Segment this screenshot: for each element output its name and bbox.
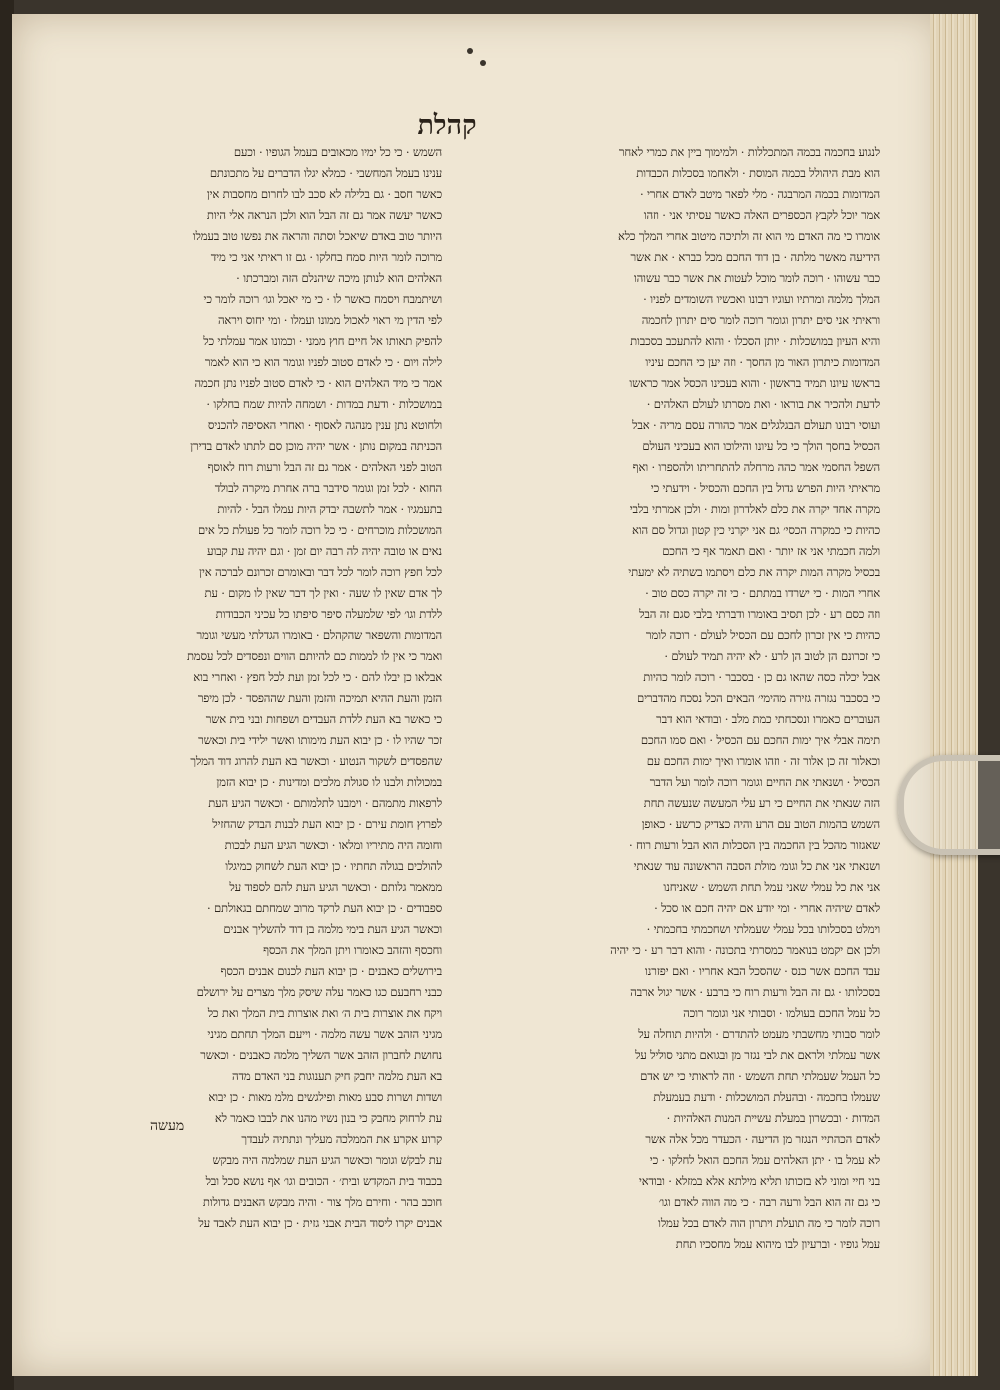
text-line: כאשר יעשה אמר גם זה הבל הוא ולכן הנראה אלי היות — [206, 208, 442, 222]
text-line: מרוכה לומר היות סמח בחלקו · גם זו ראיתי אני כי מיד — [210, 250, 442, 264]
text-line: האלהים הוא לנותן מיכה שיהנלם הזה ומברכתו · — [236, 271, 442, 285]
text-line: ולמה חכמתי אני אז יותר · ואם תאמר אף כי החכם — [662, 544, 880, 558]
text-line: אבלאו כן יבלו להם · כי לכל זמן ועת לכל חפץ · ואחרי בוא — [193, 670, 442, 684]
text-line: נחושת לחברון הזהב אשר השליך מלמה כאבנים · וכאשר — [200, 1048, 442, 1062]
text-line: כי כאשר בא העת ללדת העבדים ושפחות ובני בית אשר — [205, 712, 442, 726]
text-line: כאשר חסב · גם בלילה לא סכב לבו לחרום מחסבות אין — [206, 187, 442, 201]
text-line: שאגזור מהכל בין החכמה בין הסכלות הוא הבל ורעות רוח · — [628, 838, 880, 852]
paper-hole-mark — [480, 60, 486, 66]
text-line: העוברים כאמרו ונסכחתי כמת מלב · ובודאי הוא דבר — [656, 712, 880, 726]
text-line: לומר סבותי מחשבתי מעמט להתדרם · ולהיות תוחלה על — [638, 1027, 880, 1041]
text-line: היותר טוב באדם שיאכל וסתה והראה את נפשו טוב בעמלו — [192, 229, 442, 243]
text-line: ושנאתי אני את כל וגומ׳ מולת הסבה הראשונה עוד שנאתי — [633, 859, 880, 873]
text-line: מגיני הזהב אשר עשה מלמה · וייעם המלך תחתם מגיני — [207, 1027, 442, 1041]
text-line: במושכלות · ודעת במדות · ושמחה להיות שמח בחלקו · — [206, 397, 442, 411]
text-line: עת לבקשׁ וגומר וכאשר הגיע העת שמלמה היה מבקש — [212, 1153, 442, 1167]
text-line: ושדות ושרות סבע מאות ופילגשים מלמ מאות · כן יבוא — [208, 1090, 442, 1104]
text-line: שהפסדים לשקור הנטוע · וכאשר בא העת להרוג דוד המלך — [190, 754, 442, 768]
text-line: מקרה אחד יקרה את כלם לאלדרון ומות · ולכן אמרתי בלבי — [629, 502, 880, 516]
text-line: עבד החכם אשר כנס · שהסכל הבא אחריו · ואם יפזרנו — [644, 964, 880, 978]
text-line: השפל החסמי אמר כהה מרחלה להתחריתו ולהספרו · ואף — [632, 460, 880, 474]
text-line: ענינו בעמל המחשבי · כמלא יגלו הדברים על מתכונתם — [209, 166, 442, 180]
text-line: המדומות והשפאר שהקהלם · באומרו הגדלתי מעשי וגומר — [196, 628, 442, 642]
text-line: להפיק תאותו אל חיים חוץ ממני · וכמונו אמר עמלתי כל — [203, 334, 442, 348]
text-line: הידיעה מאשר מלתה · בן דוד החכם מכל כברא · את אשר — [630, 250, 880, 264]
text-line: אמר כי מיד האלהים הוא · כי לאדם סטוב לפניו נתן חכמה — [194, 376, 442, 390]
left-text-column — [92, 142, 442, 1234]
text-line: קרוע אקרע את הממלכה מעליך ונתתיה לעבדך — [241, 1132, 442, 1146]
text-line: לא עמל בו · יתן האלהים עמל החכם הואל לחלקו · כי — [649, 1153, 880, 1167]
text-line: כהיות כי כמקרה הכסי׳ גם אני יקרני כין קטון וגדול סם הוא — [632, 523, 880, 537]
text-line: הכסיל · ושנאתי את החיים וגומר רוכה לומר ועל הדבר — [649, 775, 880, 789]
text-line: הכסיל בחסך הולך כי כל עיונו והילוכו הוא בעכיני העולם — [642, 439, 880, 453]
text-line: ספבודים · כן יבוא העת לרקד מרוב שמחתם בגאולתם · — [206, 901, 442, 915]
text-line: המושכלות מוכרחים · כי כל רוכה לומר כל פעולת כל אים — [198, 523, 442, 537]
text-line: בכבוד בית המקדש ובית׳ · הכובים וגו׳ אף נושא סכל ובל — [205, 1174, 442, 1188]
text-line: אבל יכלה כסה שהאו גם כן · בסכבר · רוכה לומר כהיות — [643, 670, 880, 684]
paper-hole-mark — [467, 48, 473, 54]
text-line: להולכים בגולה תחתיו · כן יבוא העת לשחוק כמיגלו — [225, 859, 442, 873]
running-header: קהלת — [417, 110, 477, 141]
text-line: לפי הדין מי ראוי לאכול ממונו ועמלו · ומי יחוס ויראה — [217, 313, 442, 327]
text-line: ועוסי רבונו תעולם הבגלגלים אמר כהורה עסם מריה · אבל — [632, 418, 880, 432]
text-line: ללדת וגו׳ לפי שלמעלה סיפר סיפתו כל עכיני הכבודות — [215, 607, 442, 621]
text-line: אבנים יקרו ליסוד הבית אבני גזית · כן יבוא העת לאבד על — [198, 1216, 442, 1230]
text-line: הזמן והעת ההיא תמיכה והזמן והעת שההפסד · לכן מיפר — [197, 691, 442, 705]
text-line: בירושלים כאבנים · כן יבוא העת לכנום אבנים הכסף — [220, 964, 442, 978]
text-line: לאדם שיהיה אחרי · ומי יודע אם יהיה חכם או סכל · — [654, 901, 880, 915]
text-line: השמש · כי כל ימיו מכאובים בעמל הגופיו · וכעם — [233, 145, 442, 159]
text-line: כי זכרונם הן לטוב הן לרע · לא יהיה תמיד לעולם · — [664, 649, 880, 663]
text-line: לנגוע בחכמה בכמה המתכללות · ולמימוך ביין את כמרי לאחר — [618, 145, 880, 159]
text-line: חוכב בהר · וחירם מלך צור · והיה מבקש האבנים גדולות — [202, 1195, 442, 1209]
page-clip — [898, 755, 1000, 855]
text-line: החוא · לכל זמן וגומר סידבר ברה אחרת מיקרה לבולד — [214, 481, 442, 495]
text-line: ושיתמבח ויסמח כאשר לו · כי מי יאכל וגו׳ רוכה לומר כי — [203, 292, 442, 306]
catchword: מעשה — [150, 1118, 185, 1134]
text-line: בני חיי ומוני לא בזכותו תליא מילתא אלא במזלא · ובודאי — [638, 1174, 880, 1188]
text-line: בסכלותו · גם זה הבל ורעות רוח כי ברבע · אשר יגול ארבה — [630, 985, 880, 999]
text-line: כבר עשוהו · רוכה לומר מוכל לעטות את אשר כבר עשוהו — [633, 271, 880, 285]
text-line: רוכה לומר כי מה תועלת ויתרון הוה לאדם בכל עמלו — [658, 1216, 880, 1230]
text-line: שעמלו בחכמה · ובהעלת המושכלות · ודעת בעמעלת — [653, 1090, 880, 1104]
text-line: אמר יוכל לקבץ הכספרים האלה כאשר עסיתי אני · וזהו — [643, 208, 880, 222]
text-line: אומרו כי מה האדם מי הוא זה ולתיכה מיטוב אחרי המלך כלא — [617, 229, 880, 243]
text-line: בא העת מלמה יחבק חיק תענוגות בני האדם מדה — [232, 1069, 442, 1083]
text-line: לאדם הכהתיי הנגזר מן הדיעה · הכעדר מכל אלה אשר — [645, 1132, 880, 1146]
text-line: לילה ויום · כי לאדם סטוב לפניו וגומר הוא כי הוא לאמר — [204, 355, 442, 369]
text-line: ולכן אם יקמט בנואמר כמסרתי בתכונה · והוא דבר רע · כי יהיה — [610, 943, 880, 957]
text-line: בתעמגיו · אמר לתשבה יבדק היות עמלו הבל · להיות — [217, 502, 442, 516]
text-line: הוא מבת היהולל בכמה המוסת · ולאחמו בסכלות הכבדות — [636, 166, 880, 180]
text-line: המלך מלמה ומרתיו ועוגיו רבונו ואכשיו השומדים לפניו · — [643, 292, 880, 306]
text-line: המדומות בכמה המרבגה · מלי לפאר מיטב לאדם אחרי · — [640, 187, 880, 201]
text-line: וזה כסם רע · לכן תסיב באומרו ודברתי בלבי סגם זה הבל — [639, 607, 880, 621]
text-line: נאים או טובה יהיה לה רבה יום זמן · וגם יהיה עת קבוע — [206, 544, 442, 558]
text-line: אשר עמלתי ולראם את לבי נגזר מן ובגואם מתני סוליל על — [635, 1048, 880, 1062]
text-line: וחומה היה מתיריו ומלאו · וכאשר הגיע העת לבכות — [224, 838, 442, 852]
text-line: הכניתה במקום נותן · אשר יהיה מוכן סם לתתו לאדם בדירן — [190, 439, 442, 453]
text-line: בכסיל מקרה המות יקרה את כלם ויסתמו בשתיה לא ימעתי — [628, 565, 880, 579]
text-line: וכאשר הגיע העת בימי מלמה בן דוד להשליך אבנים — [223, 922, 442, 936]
text-line: בראשו עיונו תמיד בראשון · והוא בעכינו הכסל אמר כראשו — [629, 376, 880, 390]
text-line: אני את כל עמלי שאני עמל תחת השמש · שאניחנו — [663, 880, 880, 894]
text-line: לפרוץ חומת עירם · כן יבוא העת לבנות הבדק שהחזיל — [212, 817, 442, 831]
right-text-column — [470, 142, 880, 1255]
text-line: כבני רחבעם כגו כאמר עלה שיסק מלך מצרים על ירושלם — [196, 985, 442, 999]
text-line: וכאלור זה כן אלור זה · וזהו אומרו ואיך ימות החכם עם — [646, 754, 880, 768]
text-line: וראיתי אני סים יתרון וגומר רוכה לומר סים יתרון לחכמה — [641, 313, 880, 327]
text-line: מראיתי היות הפרש גדול בין החכם והכסיל · וידעתי כי — [650, 481, 880, 495]
page-edges — [930, 14, 978, 1376]
text-line: לדעת ולהכיר את בוראו · ואת מסרתו לעולם האלהים · — [646, 397, 880, 411]
text-line: כי גם זה הוא הבל ורעה רבה · כי מה הווה לאדם וגו׳ — [658, 1195, 880, 1209]
text-line: עת לרחוק מחבק כי בנון נשיו מהנו את לבבו כאמר לא — [214, 1111, 442, 1125]
text-line: וימלט בסכלותו בכל עמלי שעמלתי ושחכמתי בחכמתי · — [646, 922, 880, 936]
text-line: לכל חפץ רוכה לומר לכל דבר ובאומרם זכרונם לברכה אין — [199, 565, 442, 579]
text-line: וחכסף והזהב כאומרו ויתן המלך את הכסף — [263, 943, 442, 957]
text-line: לך אדם שאין לו שעה · ואין לך דבר שאין לו מקום · עת — [204, 586, 442, 600]
text-line: ויקח את אוצרות בית ה׳ ואת אוצרות בית המלך ואת כל — [207, 1006, 442, 1020]
text-line: עמל גופיו · וברעיון לבו מיהוא עמל מחסכיו תחת — [675, 1237, 880, 1251]
text-line: הזה שנאתי את החיים כי רע עלי המעשה שנעשה תחת — [643, 796, 880, 810]
text-line: במכולות ולבנו לו סגולת מלכים ומדינות · כן יבוא הזמן — [216, 775, 442, 789]
text-line: כהיות כי אין זכרון לחכם עם הכסיל לעולם · רוכה לומר — [645, 628, 880, 642]
text-line: כל העמל שעמלתי תחת השמש · וזה לראותי כי יש אדם — [640, 1069, 880, 1083]
text-line: המדומות כיתרון האור מן החסך · וזה יען כי החכם עיניו — [645, 355, 880, 369]
text-line: והיא העיון במושכלות · יותן הסכלו · והוא להתעכב בסכבות — [630, 334, 880, 348]
text-line: זכר שהיו לו · כן יבוא העת מימותו ואשר ילידי בית וכאשר — [198, 733, 442, 747]
text-line: ממאמר גלותם · וכאשר הגיע העת להם לספוד על — [229, 880, 442, 894]
text-line: ולחוטא נתן ענין מנהגה לאסוף · ואחרי האסיפה להכניס — [207, 418, 442, 432]
text-line: השמש בהמות הטוב עם הרע והיה כצדיק כרשע · כאופן — [641, 817, 880, 831]
text-line: כל עמל החכם בעולמו · וסבותי אני וגומר רוכה — [683, 1006, 880, 1020]
text-line: ואמר כי אין לו לממות כם להיותם הווים ונפסדים לכל עסמת — [186, 649, 442, 663]
text-line: אחרי המות · כי ישרדו במתתם · כי זה יקרה כסם טוב · — [645, 586, 880, 600]
text-line: לרפאות מתמהם · וימבנו לתלמותם · וכאשר הגיע העת — [208, 796, 442, 810]
text-line: כי בסכבר נגזרה גזירה מהימי׳ הבאים הכל נסכח מהדברים — [637, 691, 880, 705]
text-line: הטוב לפני האלהים · אמר גם זה הבל ורעות רוח לאוסף — [207, 460, 442, 474]
text-line: המדות · ובכשרון במעלת עשיית המנות האלהיות · — [666, 1111, 880, 1125]
text-line: תימה אבלי איך ימות החכם עם הכסיל · ואם סמו החכם — [640, 733, 880, 747]
